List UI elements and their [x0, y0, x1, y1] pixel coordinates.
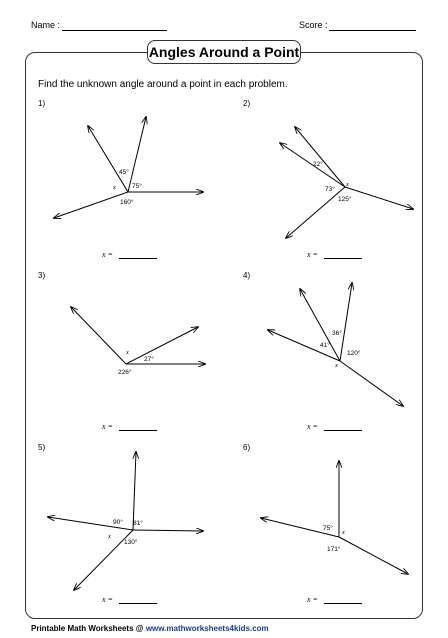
answer-label-3: x =: [102, 422, 113, 431]
problem-number-6: 6): [243, 443, 251, 452]
answer-label-2: x =: [307, 250, 318, 259]
p6-variable: x: [342, 529, 345, 536]
footer-link[interactable]: www.mathworksheets4kids.com: [145, 624, 269, 633]
p5-angle-c: 130°: [124, 539, 138, 546]
p6-angle-b: 171°: [327, 546, 341, 553]
ray-3b: [126, 327, 198, 364]
p3-angle-a: 27°: [144, 356, 154, 363]
p4-angle-b: 41°: [320, 342, 330, 349]
ray-1d: [54, 192, 128, 218]
answer-label-6: x =: [307, 595, 318, 604]
p1-angle-b: 75°: [132, 183, 142, 190]
problem-number-4: 4): [243, 271, 251, 280]
problem-number-3: 3): [38, 271, 46, 280]
p4-angle-c: 120°: [347, 350, 361, 357]
p1-angle-c: 160°: [120, 199, 134, 206]
problem-number-1: 1): [38, 99, 46, 108]
p3-angle-b: 226°: [118, 369, 132, 376]
ray-6c: [339, 537, 408, 574]
p6-angle-a: 75°: [323, 525, 333, 532]
p5-angle-a: 90°: [113, 519, 123, 526]
p1-variable: x: [113, 184, 116, 191]
p2-angle-b: 73°: [325, 186, 335, 193]
answer-label-1: x =: [102, 250, 113, 259]
ray-1a: [88, 126, 128, 192]
ray-5c: [133, 530, 203, 531]
ray-2a: [295, 127, 345, 187]
p2-angle-c: 125°: [338, 196, 352, 203]
answer-label-5: x =: [102, 595, 113, 604]
p2-angle-a: 22°: [313, 161, 323, 168]
ray-2c: [345, 187, 413, 209]
ray-1b: [128, 117, 146, 192]
p4-variable: x: [335, 362, 338, 369]
ray-4a: [300, 289, 340, 361]
footer-text: Printable Math Worksheets @: [31, 624, 144, 633]
p4-angle-a: 36°: [332, 330, 342, 337]
answer-label-4: x =: [307, 422, 318, 431]
instruction-text: Find the unknown angle around a point in each problem.: [38, 79, 288, 90]
footer: [31, 624, 269, 633]
problem-number-2: 2): [243, 99, 251, 108]
ray-5a: [133, 452, 136, 530]
worksheet-title: Angles Around a Point: [147, 40, 301, 64]
problem-number-5: 5): [38, 443, 46, 452]
score-label: Score :: [299, 20, 328, 30]
p1-angle-a: 45°: [119, 169, 129, 176]
p2-variable: x: [346, 181, 349, 188]
ray-2d: [286, 187, 345, 238]
ray-3a: [71, 307, 126, 364]
p3-variable: x: [126, 349, 129, 356]
name-label: Name :: [31, 20, 61, 30]
p5-variable: x: [108, 533, 111, 540]
p5-angle-b: 81°: [133, 520, 143, 527]
ray-4d: [340, 361, 403, 406]
